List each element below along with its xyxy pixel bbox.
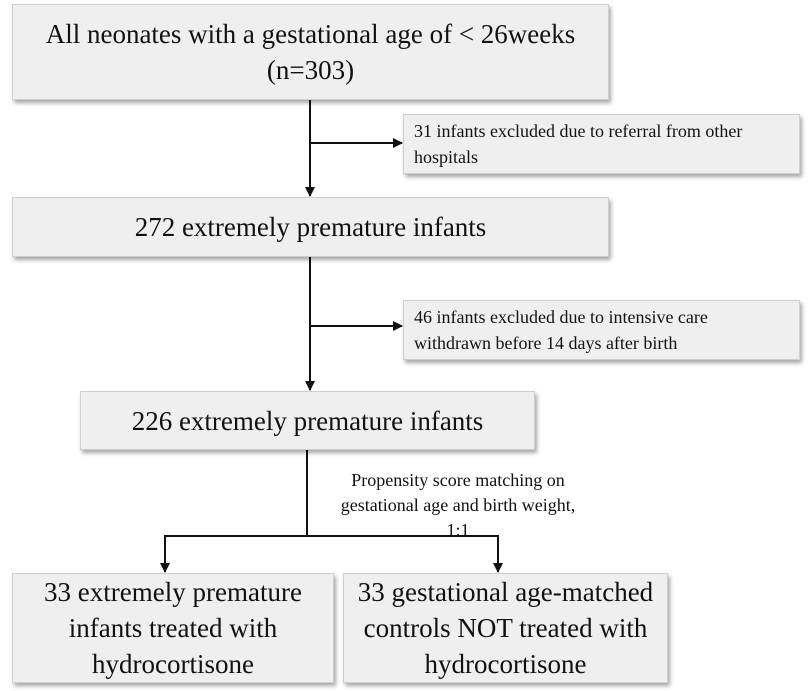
box-treated-line1: 33 extremely premature xyxy=(44,577,302,607)
box-treated-line2: infants treated with xyxy=(68,613,278,643)
box-all-neonates xyxy=(12,4,609,100)
matching-label xyxy=(308,468,608,543)
box-226-infants-line1: 226 extremely premature infants xyxy=(131,405,484,436)
box-226-infants xyxy=(80,391,535,450)
box-controls-line1: 33 gestational age-matched xyxy=(357,577,654,607)
matching-label-line2: gestational age and birth weight, xyxy=(340,495,576,515)
box-excluded-referral-line1: 31 infants excluded due to referral from other xyxy=(414,121,743,141)
box-controls-line2: controls NOT treated with xyxy=(363,613,648,643)
box-272-infants-line1: 272 extremely premature infants xyxy=(134,212,487,242)
box-treated xyxy=(12,573,334,683)
box-treated-line3: hydrocortisone xyxy=(92,649,254,679)
matching-label-line1: Propensity score matching on xyxy=(351,470,565,490)
matching-label-line3: 1:1 xyxy=(446,520,470,540)
box-controls-line3: hydrocortisone xyxy=(424,649,587,679)
box-excluded-withdrawn xyxy=(403,300,800,360)
box-excluded-withdrawn-line2: withdrawn before 14 days after birth xyxy=(414,333,678,353)
box-excluded-referral xyxy=(403,114,800,174)
box-272-infants xyxy=(12,197,609,257)
box-all-neonates-line1: All neonates with a gestational age of < 26weeks xyxy=(45,19,576,49)
box-excluded-withdrawn-line1: 46 infants excluded due to intensive care xyxy=(414,307,708,327)
box-controls xyxy=(343,573,668,683)
box-all-neonates-line2: (n=303) xyxy=(266,55,355,85)
box-excluded-referral-line2: hospitals xyxy=(414,147,479,167)
